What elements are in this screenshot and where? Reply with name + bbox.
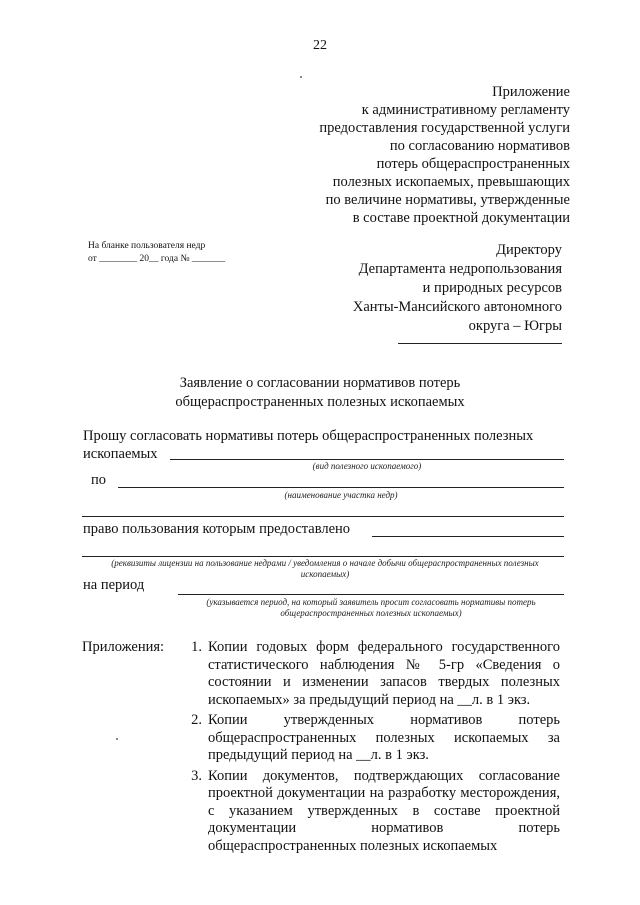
license-hint: (реквизиты лицензии на пользование недрами / уведомления о начале добычи общераспространенных полезных ископаемых) [111, 558, 539, 579]
item-number: 1. [191, 639, 202, 655]
request-text-line1: Прошу согласовать нормативы потерь общераспространенных полезных [83, 428, 534, 444]
site-name-field-continued[interactable] [82, 516, 564, 517]
appendix-line: в составе проектной документации [352, 210, 570, 226]
addressee-name-line [398, 343, 562, 344]
addressee-line: Департамента недропользования [358, 261, 562, 277]
list-item [178, 639, 560, 709]
list-item [178, 768, 560, 856]
addressee-line: округа – Югры [468, 318, 562, 334]
mineral-type-hint: (вид полезного ископаемого) [312, 461, 422, 471]
appendix-line: по согласованию нормативов [389, 138, 570, 154]
addressee-line: и природных ресурсов [422, 280, 562, 296]
scan-speck [300, 76, 302, 78]
scan-speck [116, 738, 118, 740]
request-text-line2: ископаемых [83, 446, 158, 462]
appendix-line: предоставления государственной услуги [319, 120, 570, 136]
license-field[interactable] [372, 536, 564, 537]
site-name-field[interactable] [118, 487, 564, 488]
appendix-line: потерь общераспространенных [376, 156, 570, 172]
appendix-line: полезных ископаемых, превышающих [332, 174, 570, 190]
title-line: общераспространенных полезных ископаемых [175, 394, 465, 410]
item-text: Копии утвержденных нормативов потерь общераспространенных полезных ископаемых за предыдущий период на __л. в 1 экз. [208, 712, 560, 763]
addressee-line: Ханты-Мансийского автономного [352, 299, 562, 315]
attachments-label: Приложения: [82, 639, 165, 655]
po-label: по [91, 472, 107, 488]
addressee-line: Директору [496, 242, 562, 258]
list-item [178, 712, 560, 765]
period-label: на период [83, 577, 145, 593]
appendix-line: к административному регламенту [361, 102, 570, 118]
period-field[interactable] [178, 594, 564, 595]
appendix-line: Приложение [492, 84, 570, 100]
period-hint: (указывается период, на который заявитель просит согласовать нормативы потерь общераспространенных полезных ископаемых) [206, 597, 536, 618]
mineral-type-field[interactable] [170, 459, 564, 460]
item-text: Копии документов, подтверждающих согласование проектной документации на разработку месторождения, с указанием утвержденных в составе проектной документации нормативов потерь общераспространенных полезных ископаемых [208, 767, 560, 854]
attachments-list [178, 639, 560, 858]
site-name-hint: (наименование участка недр) [284, 490, 398, 500]
item-text: Копии годовых форм федерального государственного статистического наблюдения № 5-гр «Сведения о состоянии и изменении запасов твердых полезных ископаемых» за предыдущий период на __л. в 1 экз. [208, 639, 560, 708]
letterhead-note [88, 240, 225, 266]
appendix-header [319, 83, 570, 227]
right-of-use-label: право пользования которым предоставлено [83, 521, 351, 537]
addressee-block [353, 241, 562, 336]
title-line: Заявление о согласовании нормативов потерь [179, 375, 461, 391]
item-number: 3. [191, 767, 202, 784]
date-number-line: от ________ 20__ года № _______ [88, 254, 226, 264]
page-number: 22 [313, 38, 327, 53]
document-title [0, 374, 640, 412]
item-number: 2. [191, 712, 202, 728]
appendix-line: по величине нормативы, утвержденные [325, 192, 570, 208]
license-field-continued[interactable] [82, 556, 564, 557]
letterhead-line: На бланке пользователя недр [88, 241, 206, 251]
